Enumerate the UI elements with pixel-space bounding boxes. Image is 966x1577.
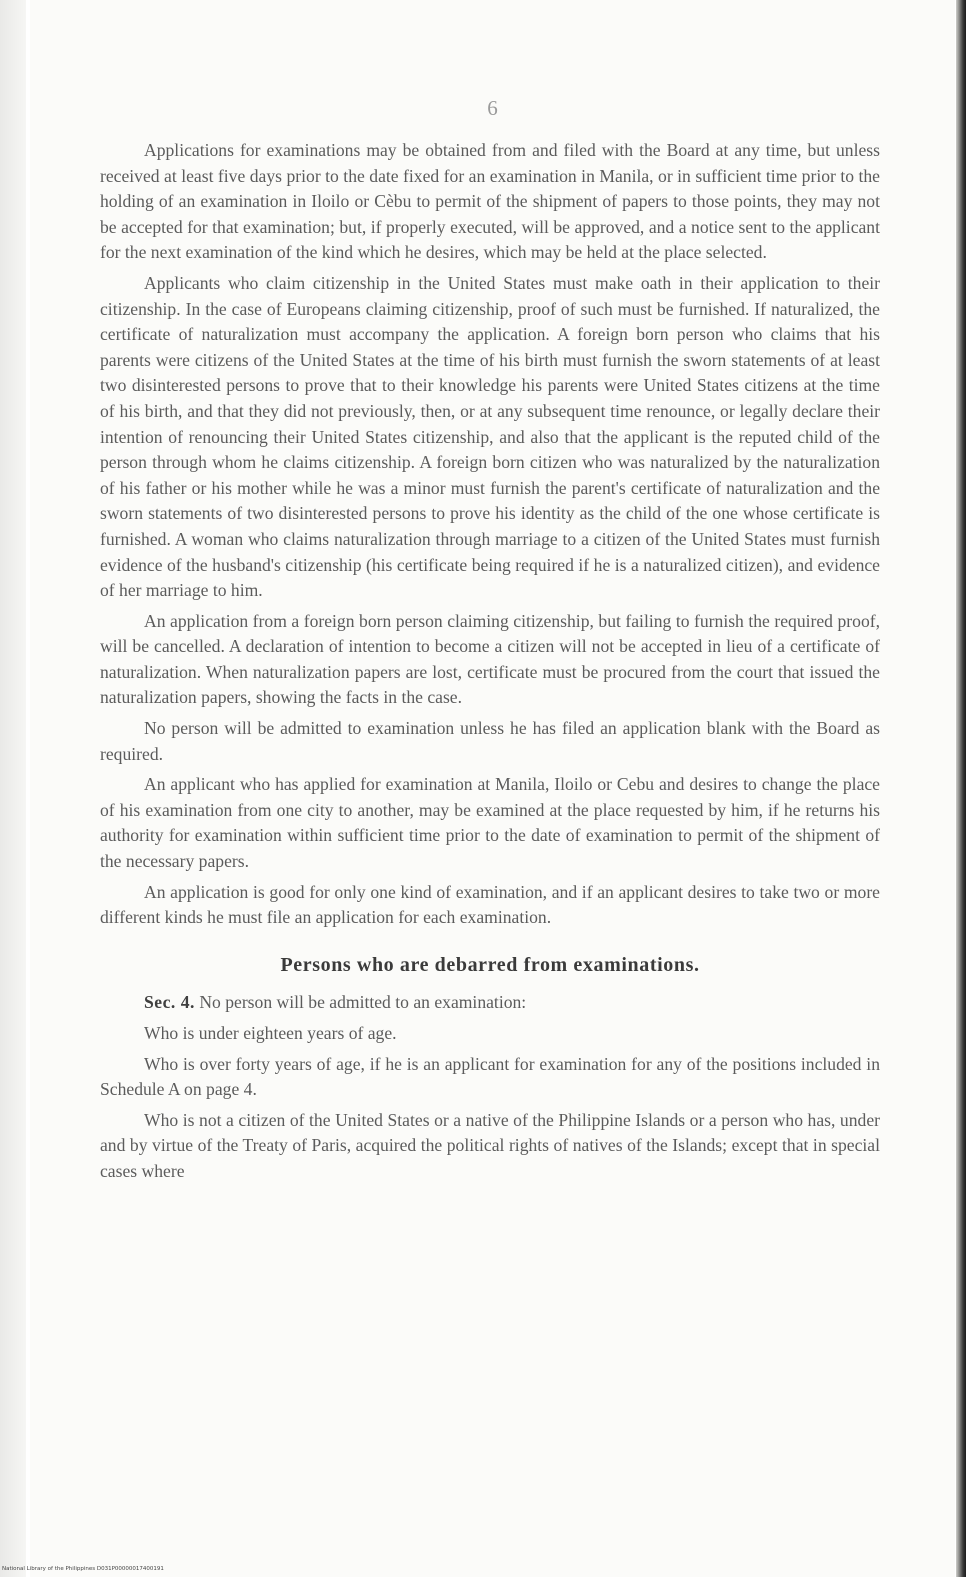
paragraph-application-blank: No person will be admitted to examination unless he has filed an application blank with the Board as required.: [100, 718, 880, 764]
section-heading: Persons who are debarred from examinations.: [280, 953, 700, 976]
paragraph-change-place: An applicant who has applied for examination at Manila, Iloilo or Cebu and desires to change the place of his examination from one city to another, may be examined at the place requested by him, if he returns his authority for examination within sufficient time prior to the date of examination to permit of the shipment of the necessary papers.: [100, 774, 880, 872]
scan-right-edge: [956, 0, 966, 1577]
document-page: [30, 0, 955, 1577]
page-number: 6: [487, 96, 498, 120]
paragraph-one-kind: An application is good for only one kind of examination, and if an applicant desires to take two or more different kinds he must file an application for each examination.: [100, 881, 880, 928]
section-item-citizenship: Who is not a citizen of the United States or a native of the Philippine Islands or a person who has, under and by virtue of the Treaty of Paris, acquired the political rights of natives of the Islands; except that in special cases where: [100, 1109, 880, 1181]
scan-left-margin: [0, 0, 26, 1577]
paragraph-applications-filing: Applications for examinations may be obtained from and filed with the Board at any time, but unless received at least five days prior to the date fixed for an examination in Manila, or in sufficient time prior to the holding of an examination in Iloilo or Cèbu to permit of the shipment of papers to those points, they may not be accepted for that examination; but, if properly executed, will be approved, and a notice sent to the applicant for the next examination of the kind which he desires, which may be held at the place selected.: [100, 140, 880, 263]
section-label: Sec. 4.: [144, 992, 195, 1013]
section-item-age-minimum: Who is under eighteen years of age.: [144, 1023, 397, 1043]
section-item-age-maximum: Who is over forty years of age, if he is an applicant for examination for any of the positions included in Schedule A on page 4.: [100, 1053, 880, 1100]
section-4-intro: [100, 990, 880, 1016]
footer-credit: National Library of the Philippines D031P00000017400191: [2, 1566, 164, 1572]
paragraph-citizenship-proof: Applicants who claim citizenship in the United States must make oath in their application to their citizenship. In the case of Europeans claiming citizenship, proof of such must be furnished. If naturalized, the certificate of naturalization must accompany the application. A foreign born person who claims that his parents were citizens of the United States at the time of his birth must furnish the sworn statements of at least two disinterested persons to prove that to their knowledge his parents were United States citizens at the time of his birth, and that they did not previously, then, or at any subsequent time renounce, or legally declare their intention of renouncing their United States citizenship, and also that the applicant is the reputed child of the person through whom he claims citizenship. A foreign born citizen who was naturalized by the naturalization of his father or his mother while he was a minor must furnish the parent's certificate of naturalization and the sworn statements of two disinterested persons to prove his identity as the child of the one whose certificate is furnished. A woman who claims naturalization through marriage to a citizen of the United States must furnish evidence of the husband's citizenship (his certificate being required if he is a naturalized citizen), and evidence of her marriage to him.: [100, 272, 880, 601]
paragraph-failing-proof: An application from a foreign born person claiming citizenship, but failing to furnish the required proof, will be cancelled. A declaration of intention to become a citizen will not be accepted in lieu of a certificate of naturalization. When naturalization papers are lost, certificate must be procured from the court that issued the naturalization papers, showing the facts in the case.: [100, 610, 880, 708]
section-intro-text: No person will be admitted to an examination:: [199, 992, 527, 1013]
body-text: [100, 138, 880, 1190]
